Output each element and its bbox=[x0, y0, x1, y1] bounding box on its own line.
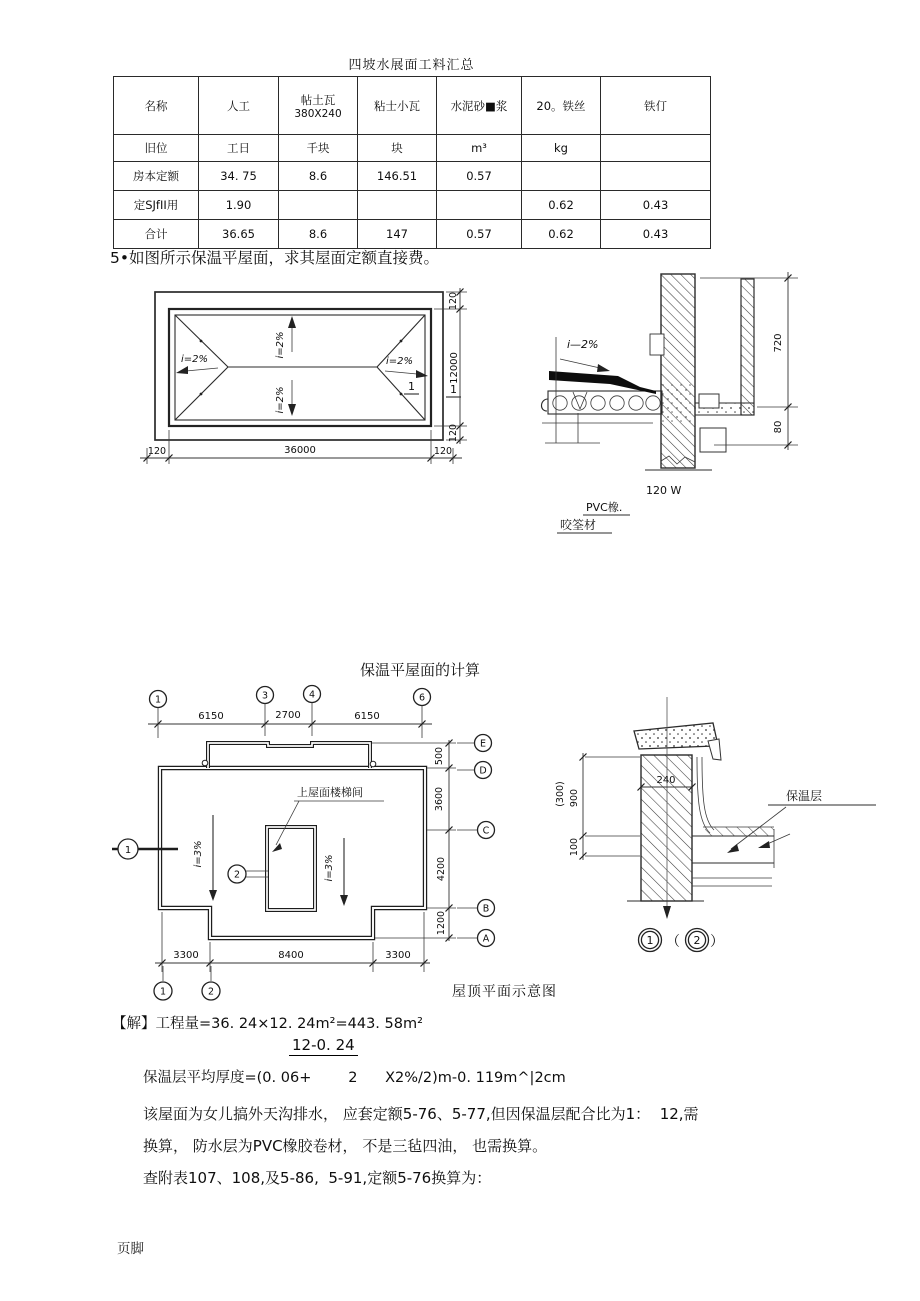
table-row bbox=[114, 135, 711, 162]
grid-bubble: 1 bbox=[154, 694, 162, 706]
dim-label: 900 bbox=[569, 788, 580, 808]
section-mark: 1 bbox=[408, 380, 415, 393]
pvc-label: PVC橡. bbox=[586, 501, 623, 514]
dim-label: 80 bbox=[773, 420, 784, 434]
question-text: 5•如图所示保温平屋面，求其屋面定额直接费。 bbox=[110, 249, 440, 267]
slope-label: i=2% bbox=[275, 331, 286, 359]
solution-fraction-numerator: 12-0. 24 bbox=[289, 1036, 358, 1056]
stair-label: 上屋面楼梯间 bbox=[297, 786, 363, 799]
slope-label: i=3% bbox=[324, 854, 335, 882]
detail-labels bbox=[557, 484, 681, 533]
table-header: 水泥砂■浆 bbox=[437, 77, 522, 135]
dim-label: 3600 bbox=[434, 786, 445, 812]
dim-label: (300) bbox=[555, 781, 566, 807]
dim-label: 8400 bbox=[278, 950, 304, 961]
materials-summary-table bbox=[113, 76, 711, 249]
figure3-caption: 屋顶平面示意图 bbox=[452, 984, 557, 1000]
dim-label: 2700 bbox=[275, 710, 301, 721]
table-cell: 合计 bbox=[114, 220, 199, 249]
table-cell: kg bbox=[522, 135, 601, 162]
insulated-roof-plan-figure bbox=[110, 680, 575, 1005]
table-cell bbox=[522, 162, 601, 191]
section-marker-left bbox=[112, 839, 178, 859]
table-cell: 0.57 bbox=[437, 220, 522, 249]
grid-bubble: C bbox=[482, 825, 490, 837]
dim-label: 120 bbox=[147, 446, 167, 457]
dim-label: 3300 bbox=[385, 950, 411, 961]
table-cell: 0.57 bbox=[437, 162, 522, 191]
table-cell: 定SJfII用 bbox=[114, 191, 199, 220]
dim-label: 500 bbox=[434, 746, 445, 766]
table-cell: 0.43 bbox=[601, 220, 711, 249]
dim-label: 120 bbox=[433, 446, 453, 457]
dim-label: 240 bbox=[656, 775, 676, 786]
slope-label: i=2% bbox=[181, 354, 209, 365]
table-cell: 0.43 bbox=[601, 191, 711, 220]
page-footer: 页脚 bbox=[117, 1241, 144, 1257]
grid-bubble: 6 bbox=[418, 692, 426, 704]
table-cell: 工日 bbox=[199, 135, 279, 162]
slope-annotation bbox=[560, 338, 610, 372]
grid-bubble: D bbox=[479, 765, 487, 777]
hollow-core-slab bbox=[541, 391, 662, 423]
dim-label: 1200 bbox=[436, 910, 447, 936]
dim-label: 120 bbox=[448, 423, 459, 443]
table-cell: 千块 bbox=[279, 135, 358, 162]
section-mark: 1 bbox=[450, 383, 457, 396]
table-row bbox=[114, 162, 711, 191]
table-cell: 8.6 bbox=[279, 162, 358, 191]
section-bubble: 1 bbox=[124, 845, 132, 856]
table-cell bbox=[279, 191, 358, 220]
table-cell: m³ bbox=[437, 135, 522, 162]
grid-bubble: 3 bbox=[261, 690, 269, 702]
grid-bubble: 1 bbox=[159, 986, 167, 998]
slope-annotations bbox=[176, 316, 428, 416]
table-cell: 8.6 bbox=[279, 220, 358, 249]
table-header: 铁仃 bbox=[601, 77, 711, 135]
table-row bbox=[114, 191, 711, 220]
table-header-line2: 380X240 bbox=[294, 107, 342, 120]
detail-bubbles bbox=[639, 929, 725, 952]
table-cell: 36.65 bbox=[199, 220, 279, 249]
dim-label: 3300 bbox=[173, 950, 199, 961]
solution-paragraph: 该屋面为女儿搞外天沟排水， 应套定额5-76、5-77,但因保温层配合比为1： 12,需 bbox=[143, 1105, 699, 1123]
dim-label: 120 bbox=[448, 291, 459, 311]
solution-line2: 保温层平均厚度=(0. 06+ 2 X2%/2)m-0. 119m^|2cm bbox=[143, 1070, 566, 1086]
table-cell: 0.62 bbox=[522, 191, 601, 220]
grid-bubble: B bbox=[482, 903, 490, 915]
roof-plan-figure bbox=[130, 270, 480, 470]
material-label: 咬筌材 bbox=[560, 518, 597, 532]
grid-bubble: 4 bbox=[308, 689, 316, 701]
right-dimensions bbox=[434, 288, 467, 444]
solution-line1: 【解】工程量=36. 24×12. 24m²=443. 58m² bbox=[112, 1016, 423, 1032]
table-cell bbox=[437, 191, 522, 220]
table-cell: 146.51 bbox=[358, 162, 437, 191]
left-dimensions bbox=[555, 753, 640, 860]
dim-label: 4200 bbox=[436, 856, 447, 882]
table-cell: 1.90 bbox=[199, 191, 279, 220]
bottom-dimensions bbox=[154, 912, 430, 1000]
figure3-title: 保温平屋面的计算 bbox=[359, 661, 480, 679]
top-grid bbox=[148, 686, 432, 739]
table-cell bbox=[358, 191, 437, 220]
table-cell: 旧位 bbox=[114, 135, 199, 162]
dim-label: 100 bbox=[569, 837, 580, 857]
slope-label: i—2% bbox=[567, 338, 599, 351]
insulation-detail-figure bbox=[545, 690, 880, 960]
dim-label: 6150 bbox=[354, 711, 380, 722]
grid-bubble: 2 bbox=[207, 986, 215, 998]
table-cell: 块 bbox=[358, 135, 437, 162]
hip-lines bbox=[175, 315, 425, 420]
table-header: 人工 bbox=[199, 77, 279, 135]
solution-paragraph: 换算， 防水层为PVC橡胶卷材， 不是三毡四油， 也需换算。 bbox=[143, 1137, 548, 1155]
slope-label: i=3% bbox=[193, 840, 204, 868]
width-note: 120 W bbox=[646, 484, 682, 497]
table-cell bbox=[601, 135, 711, 162]
slope-label: i=2% bbox=[275, 386, 286, 414]
table-title: 四坡水展面工料汇总 bbox=[348, 58, 475, 73]
table-header bbox=[279, 77, 358, 135]
grid-bubble: E bbox=[479, 738, 487, 750]
table-cell: 34. 75 bbox=[199, 162, 279, 191]
dim-label: 720 bbox=[773, 333, 784, 353]
detail-mark-2 bbox=[228, 865, 268, 883]
stair-penthouse bbox=[267, 827, 315, 910]
grid-bubble: A bbox=[482, 933, 490, 945]
parapet-detail-figure bbox=[540, 260, 920, 535]
dim-label: 36000 bbox=[284, 445, 316, 456]
insulation-label: 保温层 bbox=[786, 789, 823, 803]
solution-paragraph: 查附表107、108,及5-86, 5-91,定额5-76换算为： bbox=[143, 1169, 492, 1187]
bottom-dimensions bbox=[140, 430, 462, 464]
table-cell: 房本定额 bbox=[114, 162, 199, 191]
table-row bbox=[114, 220, 711, 249]
paren-open: （ bbox=[666, 934, 680, 950]
paren-close: ） bbox=[710, 934, 724, 950]
table-header-row bbox=[114, 77, 711, 135]
detail-bubble: 2 bbox=[693, 934, 701, 947]
table-header: 粘士小瓦 bbox=[358, 77, 437, 135]
table-header: 名称 bbox=[114, 77, 199, 135]
detail-bubble: 2 bbox=[233, 869, 241, 881]
table-cell: 0.62 bbox=[522, 220, 601, 249]
table-header: 20。铁丝 bbox=[522, 77, 601, 135]
stair-label-group bbox=[272, 785, 384, 852]
parapet-wall bbox=[650, 274, 695, 468]
insulation-label-group bbox=[727, 789, 876, 853]
table-cell: 147 bbox=[358, 220, 437, 249]
dim-label: 6150 bbox=[198, 711, 224, 722]
table-cell bbox=[601, 162, 711, 191]
detail-bubble: 1 bbox=[646, 934, 654, 947]
dim-label: 12000 bbox=[449, 352, 460, 384]
table-header-line1: 帖土瓦 bbox=[300, 92, 336, 107]
slope-label: i=2% bbox=[386, 356, 414, 367]
